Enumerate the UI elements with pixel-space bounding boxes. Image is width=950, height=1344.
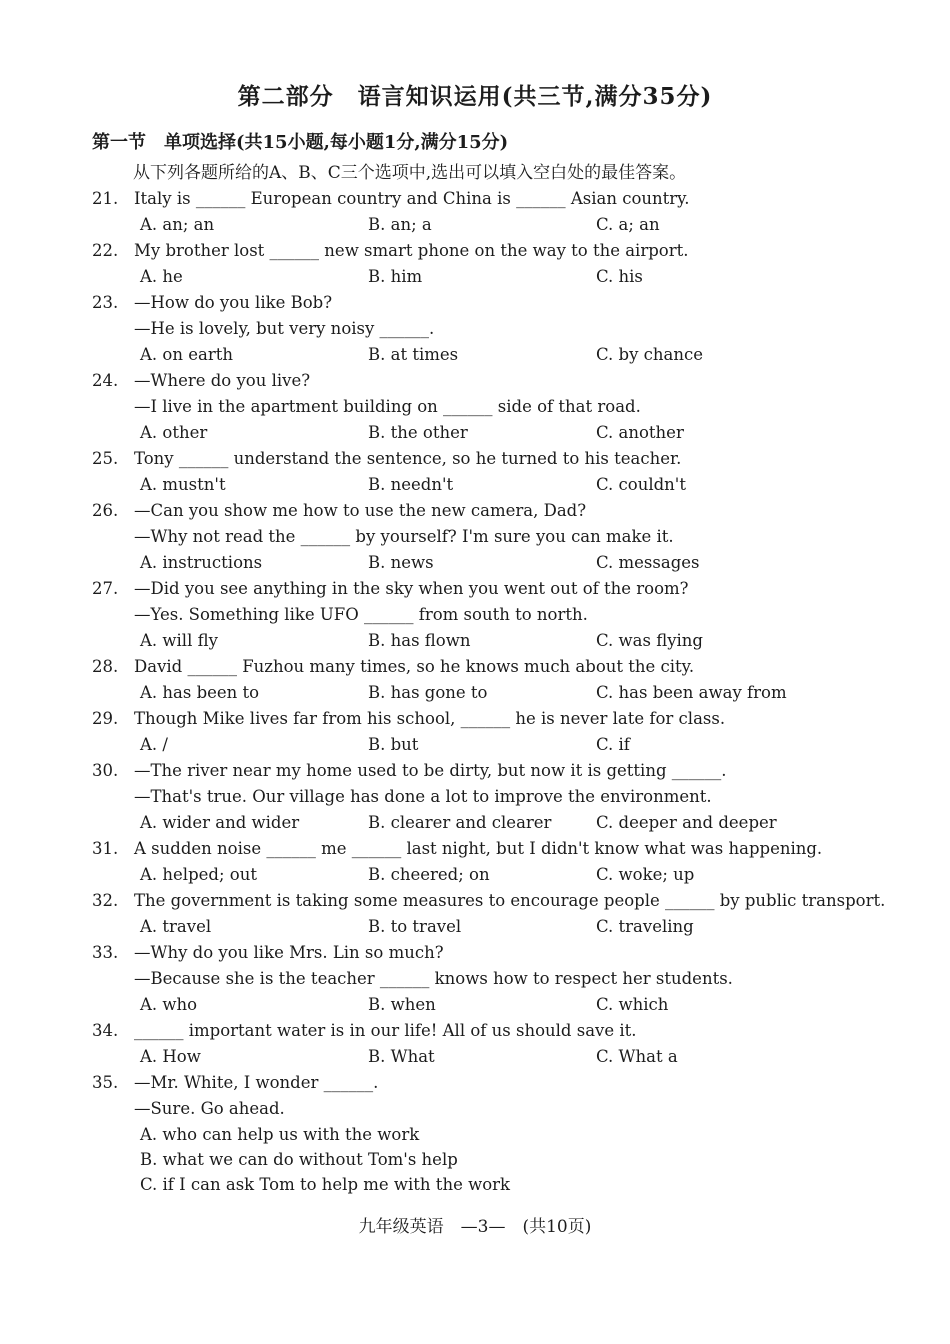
question-text: Though Mike lives far from his school, ______ he is never late for class. xyxy=(134,709,726,728)
question-line: —Yes. Something like UFO ______ from south to north. xyxy=(134,605,588,624)
option-row xyxy=(92,680,852,706)
option-c: C. woke; up xyxy=(596,865,695,884)
option-a: A. other xyxy=(140,423,208,442)
question-stem xyxy=(92,576,852,602)
option-c: C. a; an xyxy=(596,215,660,234)
option-b: B. what we can do without Tom's help xyxy=(140,1150,458,1169)
option-row xyxy=(92,810,852,836)
option-row xyxy=(92,1044,852,1070)
part-title: 第二部分 语言知识运用(共三节,满分35分) xyxy=(237,83,713,110)
option-b: B. him xyxy=(368,267,423,286)
option-b: B. needn't xyxy=(368,475,454,494)
question-number: 24. xyxy=(92,371,119,390)
question-number: 26. xyxy=(92,501,119,520)
question-number: 27. xyxy=(92,579,119,598)
question-line: —Why not read the ______ by yourself? I'm sure you can make it. xyxy=(134,527,674,546)
option-a: A. has been to xyxy=(140,683,260,702)
option-c: C. was flying xyxy=(596,631,703,650)
question-line: —Sure. Go ahead. xyxy=(134,1099,285,1118)
option-c: C. which xyxy=(596,995,669,1014)
question-text: David ______ Fuzhou many times, so he knows much about the city. xyxy=(134,657,695,676)
question-stem xyxy=(92,186,852,212)
question-stem xyxy=(92,1070,852,1096)
question-number: 25. xyxy=(92,449,119,468)
option-row xyxy=(92,342,852,368)
question-item xyxy=(92,758,852,836)
option-b: B. What xyxy=(368,1047,435,1066)
question-text: Tony ______ understand the sentence, so he turned to his teacher. xyxy=(134,449,682,468)
question-line: —That's true. Our village has done a lot to improve the environment. xyxy=(134,787,712,806)
question-text: —Why do you like Mrs. Lin so much? xyxy=(134,943,444,962)
option-row xyxy=(92,550,852,576)
question-text: —The river near my home used to be dirty, but now it is getting ______. xyxy=(134,761,727,780)
question-item xyxy=(92,368,852,446)
option-b: B. news xyxy=(368,553,434,572)
question-number: 33. xyxy=(92,943,119,962)
question-stem xyxy=(92,498,852,524)
question-item xyxy=(92,238,852,290)
option-b: B. has gone to xyxy=(368,683,488,702)
question-stem xyxy=(92,836,852,862)
question-text: My brother lost ______ new smart phone on the way to the airport. xyxy=(134,241,689,260)
option-b: B. when xyxy=(368,995,436,1014)
option-row xyxy=(92,264,852,290)
option-c: C. deeper and deeper xyxy=(596,813,777,832)
question-item xyxy=(92,888,886,940)
option-a: A. who can help us with the work xyxy=(140,1125,420,1144)
option-row xyxy=(92,472,852,498)
question-stem xyxy=(92,940,852,966)
question-text: —Where do you live? xyxy=(134,371,311,390)
question-item xyxy=(92,498,852,576)
option-b: B. the other xyxy=(368,423,468,442)
question-item xyxy=(92,446,852,498)
question-item xyxy=(92,290,852,368)
option-row xyxy=(92,420,852,446)
option-row xyxy=(92,732,852,758)
question-number: 28. xyxy=(92,657,119,676)
question-number: 34. xyxy=(92,1021,119,1040)
question-line: —Because she is the teacher ______ knows how to respect her students. xyxy=(134,969,733,988)
option-b: B. clearer and clearer xyxy=(368,813,552,832)
question-stem xyxy=(92,446,852,472)
question-text: ______ important water is in our life! All of us should save it. xyxy=(134,1021,637,1040)
option-a: A. on earth xyxy=(140,345,233,364)
question-item xyxy=(92,836,852,888)
option-a: A. who xyxy=(140,995,198,1014)
option-c: C. by chance xyxy=(596,345,703,364)
page-footer: 九年级英语 —3— (共10页) xyxy=(358,1217,592,1237)
option-a: A. How xyxy=(140,1047,201,1066)
option-list xyxy=(92,1122,852,1197)
option-b: B. at times xyxy=(368,345,459,364)
question-text: Italy is ______ European country and China is ______ Asian country. xyxy=(134,189,690,208)
option-c: C. another xyxy=(596,423,684,442)
option-a: A. mustn't xyxy=(140,475,226,494)
option-a: A. / xyxy=(140,735,168,754)
question-number: 23. xyxy=(92,293,119,312)
question-number: 29. xyxy=(92,709,119,728)
question-item xyxy=(92,940,852,1018)
question-item xyxy=(92,576,852,654)
option-a: A. an; an xyxy=(140,215,215,234)
question-number: 22. xyxy=(92,241,119,260)
option-a: A. helped; out xyxy=(140,865,257,884)
question-stem xyxy=(92,888,886,914)
question-number: 30. xyxy=(92,761,119,780)
option-c: C. messages xyxy=(596,553,700,572)
option-row xyxy=(92,914,852,940)
option-a: A. instructions xyxy=(140,553,263,572)
question-text: —Mr. White, I wonder ______. xyxy=(134,1073,379,1092)
option-b: B. has flown xyxy=(368,631,471,650)
question-number: 35. xyxy=(92,1073,119,1092)
option-c: C. couldn't xyxy=(596,475,686,494)
question-item xyxy=(92,186,852,238)
question-list xyxy=(92,186,886,1197)
question-item xyxy=(92,706,852,758)
option-row xyxy=(92,992,852,1018)
question-item xyxy=(92,1070,852,1197)
question-text: —Did you see anything in the sky when you went out of the room? xyxy=(134,579,689,598)
option-b: B. but xyxy=(368,735,419,754)
question-text: A sudden noise ______ me ______ last night, but I didn't know what was happening. xyxy=(134,839,823,858)
question-stem xyxy=(92,368,852,394)
option-c: C. What a xyxy=(596,1047,678,1066)
question-item xyxy=(92,1018,852,1070)
option-a: A. will fly xyxy=(140,631,218,650)
question-stem xyxy=(92,238,852,264)
option-row xyxy=(92,862,852,888)
option-c: C. if xyxy=(596,735,630,754)
question-line: —I live in the apartment building on ______ side of that road. xyxy=(134,397,641,416)
option-b: B. cheered; on xyxy=(368,865,490,884)
option-row xyxy=(92,628,852,654)
section-title: 第一节 单项选择(共15小题,每小题1分,满分15分) xyxy=(92,132,509,153)
option-c: C. has been away from xyxy=(596,683,787,702)
question-stem xyxy=(92,758,852,784)
question-stem xyxy=(92,654,852,680)
question-stem xyxy=(92,1018,852,1044)
option-c: C. traveling xyxy=(596,917,694,936)
option-row xyxy=(92,212,852,238)
option-a: A. he xyxy=(140,267,183,286)
question-text: The government is taking some measures to encourage people ______ by public transport. xyxy=(134,891,886,910)
instruction: 从下列各题所给的A、B、C三个选项中,选出可以填入空白处的最佳答案。 xyxy=(133,163,687,183)
question-stem xyxy=(92,706,852,732)
option-c: C. if I can ask Tom to help me with the work xyxy=(140,1175,511,1194)
option-b: B. to travel xyxy=(368,917,462,936)
option-b: B. an; a xyxy=(368,215,432,234)
question-line: —He is lovely, but very noisy ______. xyxy=(134,319,435,338)
question-text: —How do you like Bob? xyxy=(134,293,333,312)
option-a: A. travel xyxy=(140,917,212,936)
question-stem xyxy=(92,290,852,316)
question-number: 32. xyxy=(92,891,119,910)
option-a: A. wider and wider xyxy=(140,813,300,832)
question-item xyxy=(92,654,852,706)
question-number: 31. xyxy=(92,839,119,858)
option-c: C. his xyxy=(596,267,643,286)
question-text: —Can you show me how to use the new camera, Dad? xyxy=(134,501,587,520)
question-number: 21. xyxy=(92,189,119,208)
